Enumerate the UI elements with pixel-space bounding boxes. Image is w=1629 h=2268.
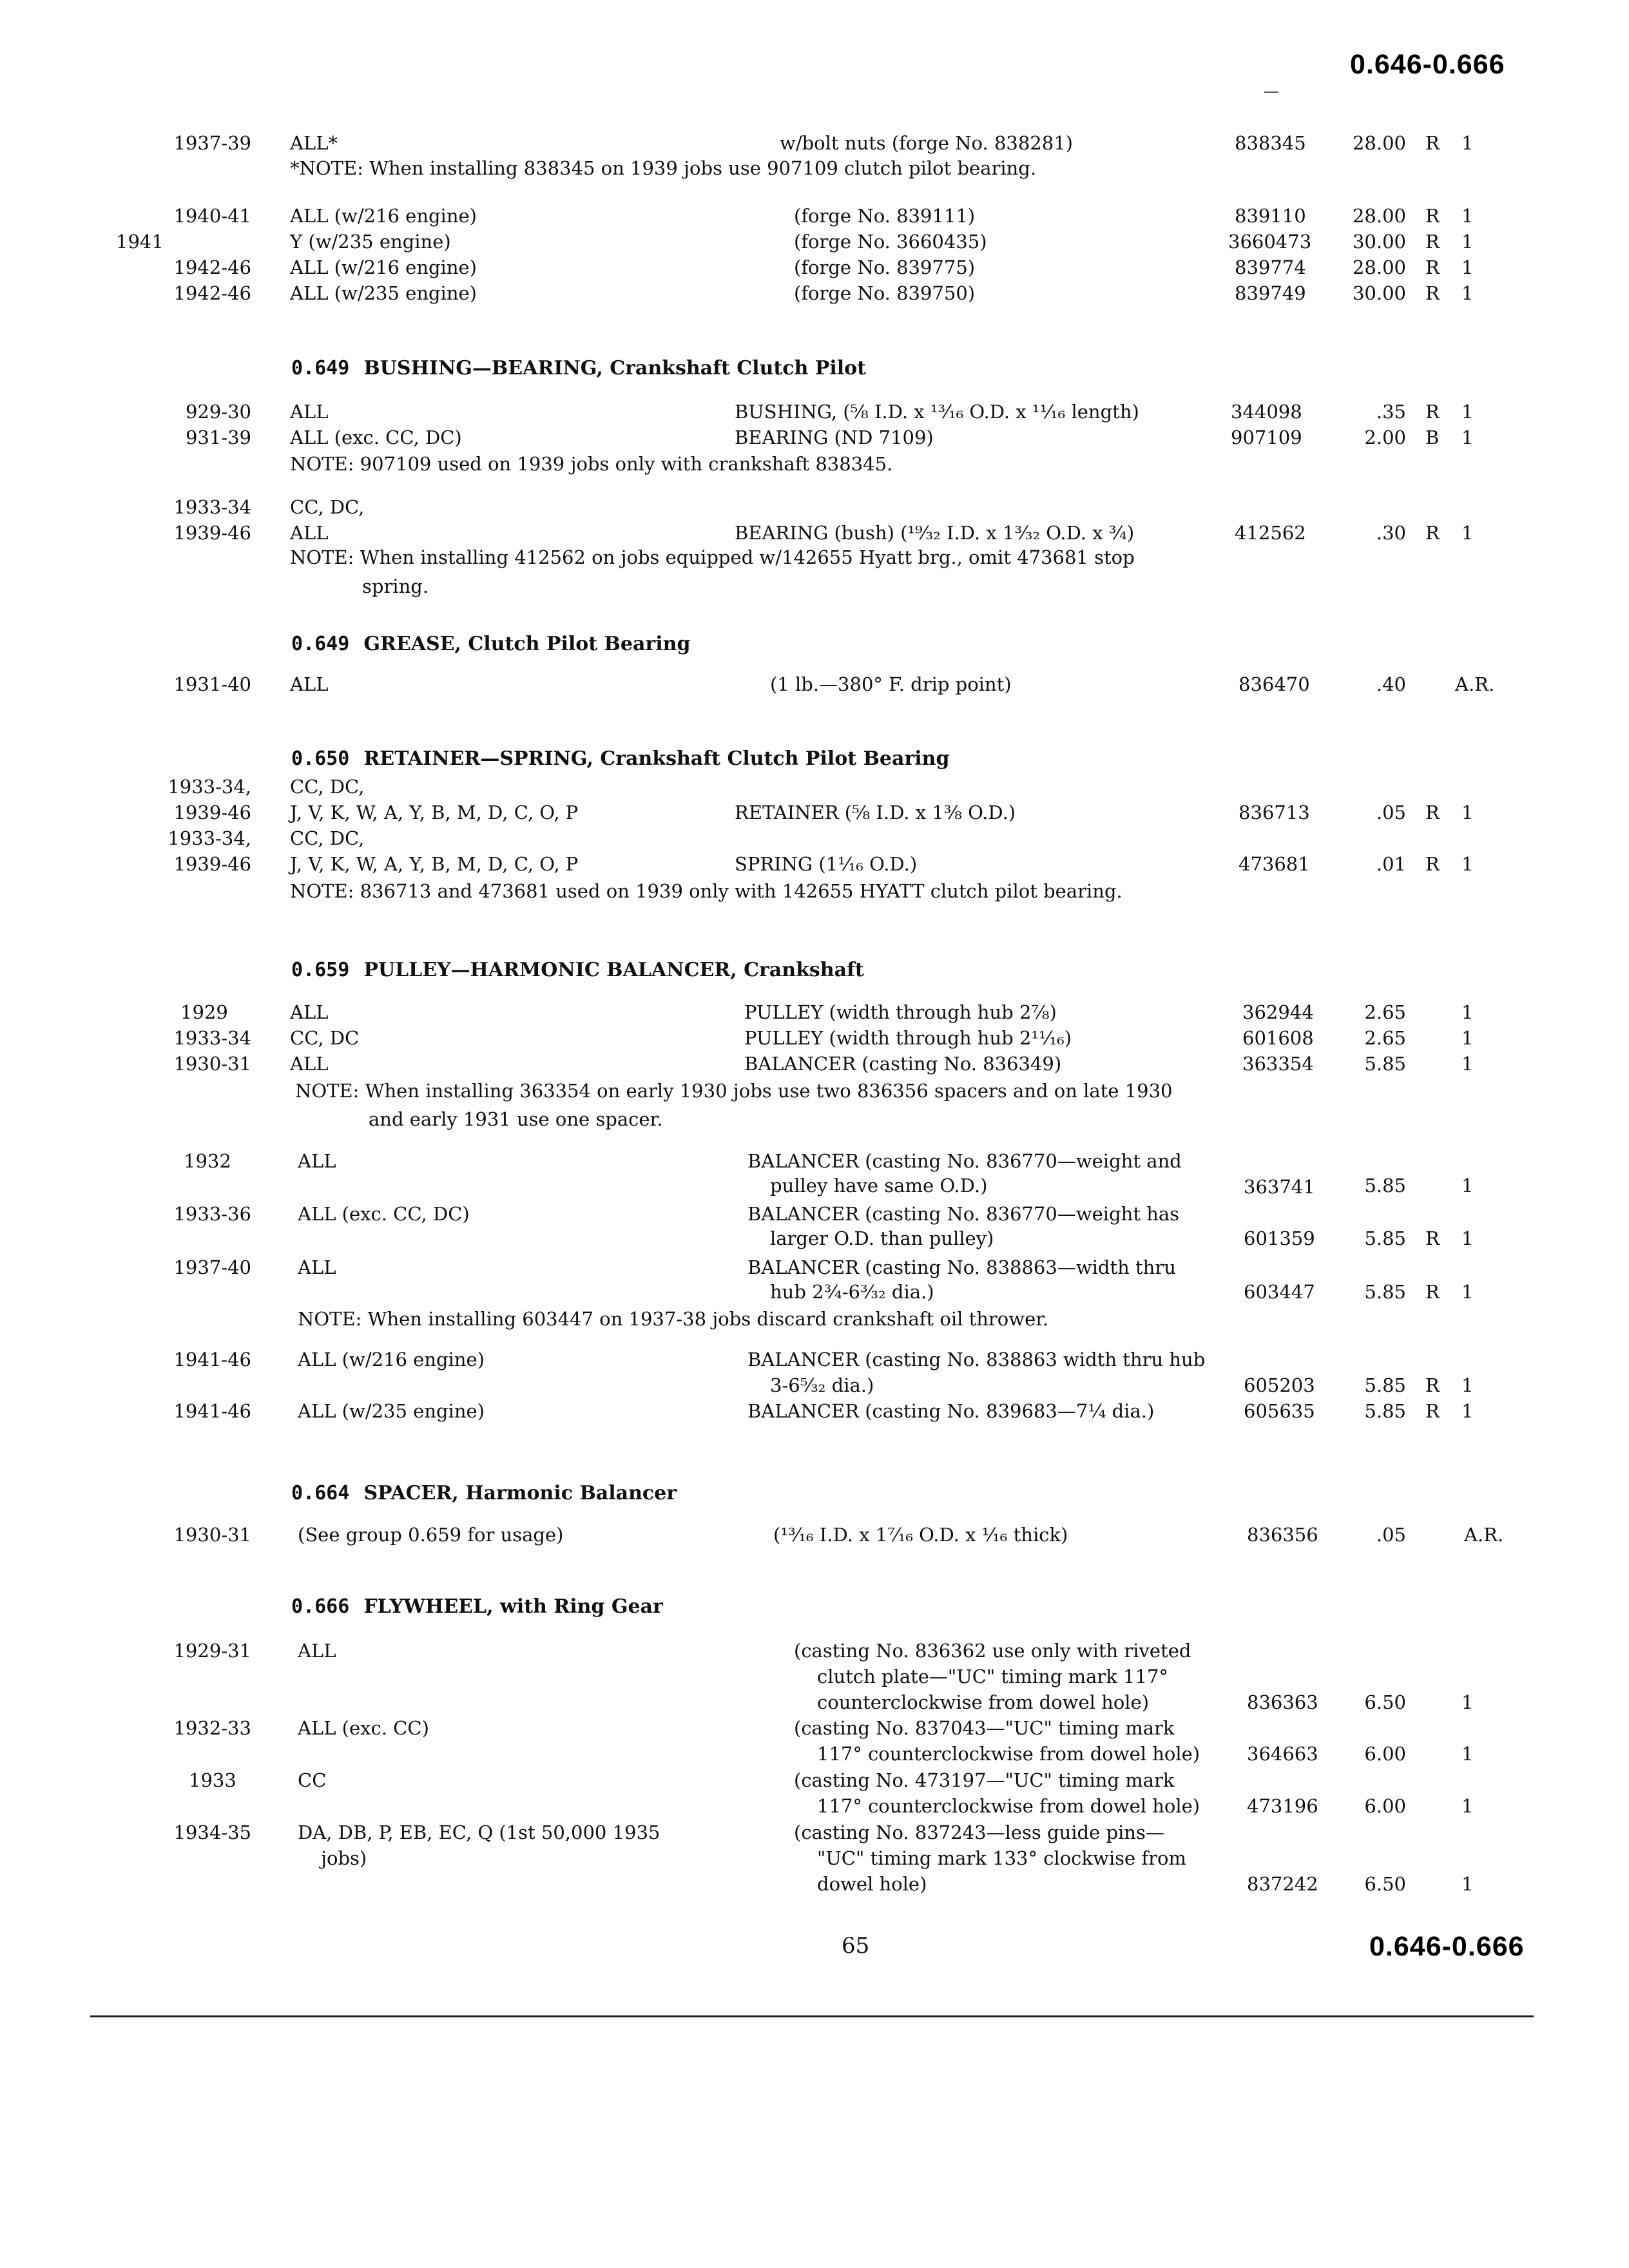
section-number: 0.650 — [291, 747, 350, 770]
part-number: 839110 — [1235, 205, 1306, 227]
section-heading — [291, 633, 690, 655]
description: hub 2¾-6³⁄₃₂ dia.) — [770, 1281, 934, 1303]
part-number: 601359 — [1244, 1227, 1315, 1249]
divider — [90, 2015, 1534, 2017]
part-number: 363354 — [1242, 1053, 1314, 1075]
description: (1 lb.—380° F. drip point) — [770, 673, 1012, 695]
year: 1937-40 — [173, 1256, 251, 1278]
description: BEARING (bush) (¹⁹⁄₃₂ I.D. x 1³⁄₃₂ O.D. x ¾) — [735, 522, 1135, 544]
part-number: 364663 — [1247, 1743, 1318, 1765]
price: 28.00 — [1352, 132, 1406, 154]
quantity: 1 — [1461, 1795, 1474, 1817]
section-title: PULLEY—HARMONIC BALANCER, Crankshaft — [363, 959, 864, 981]
code: R — [1425, 256, 1440, 278]
price: .40 — [1376, 673, 1406, 695]
model: ALL (w/216 engine) — [298, 1349, 485, 1370]
description: BALANCER (casting No. 839683—7¼ dia.) — [747, 1400, 1155, 1422]
model: ALL — [298, 1150, 336, 1172]
year: 1937-39 — [173, 132, 251, 154]
model: CC, DC — [290, 1027, 360, 1049]
price: 30.00 — [1352, 282, 1406, 304]
model: ALL (exc. CC, DC) — [290, 427, 462, 448]
description: "UC" timing mark 133° clockwise from — [817, 1847, 1186, 1869]
description: PULLEY (width through hub 2⅞) — [744, 1001, 1057, 1023]
quantity: 1 — [1461, 522, 1474, 544]
description: (forge No. 839775) — [794, 256, 976, 278]
year: 1932 — [184, 1150, 231, 1172]
section-title: FLYWHEEL, with Ring Gear — [363, 1595, 663, 1618]
note: NOTE: When installing 363354 on early 1930 jobs use two 836356 spacers and on late 1930 — [295, 1080, 1173, 1102]
description: BALANCER (casting No. 836770—weight has — [747, 1203, 1180, 1225]
description: (casting No. 837243—less guide pins— — [794, 1821, 1164, 1843]
model: Y (w/235 engine) — [290, 231, 451, 253]
part-number: 836356 — [1247, 1524, 1318, 1546]
code: R — [1425, 282, 1440, 304]
description: BEARING (ND 7109) — [735, 427, 934, 448]
description: clutch plate—"UC" timing mark 117° — [817, 1666, 1168, 1687]
description: (casting No. 473197—"UC" timing mark — [794, 1769, 1175, 1791]
note: and early 1931 use one spacer. — [369, 1108, 663, 1130]
code: A.R. — [1464, 1524, 1504, 1546]
quantity: 1 — [1461, 1743, 1474, 1765]
part-number: 839774 — [1235, 256, 1306, 278]
code: B — [1425, 427, 1440, 448]
part-number: 837242 — [1247, 1873, 1318, 1895]
model: CC, DC, — [290, 776, 365, 798]
year: 1941-46 — [173, 1349, 251, 1370]
description: (forge No. 3660435) — [794, 231, 987, 253]
price: 2.65 — [1364, 1001, 1406, 1023]
part-number: 605203 — [1244, 1374, 1315, 1396]
quantity: 1 — [1461, 1691, 1474, 1713]
description: (¹³⁄₁₆ I.D. x 1⁷⁄₁₆ O.D. x ¹⁄₁₆ thick) — [773, 1524, 1068, 1546]
model: jobs) — [321, 1847, 367, 1869]
model: ALL (exc. CC, DC) — [298, 1203, 470, 1225]
description: (forge No. 839750) — [794, 282, 976, 304]
quantity: 1 — [1461, 1873, 1474, 1895]
quantity: 1 — [1461, 256, 1474, 278]
description: BALANCER (casting No. 838863 width thru hub — [747, 1349, 1206, 1370]
part-number: 907109 — [1231, 427, 1302, 448]
divider — [1264, 91, 1278, 93]
section-number: 0.666 — [291, 1595, 350, 1618]
part-number: 836363 — [1247, 1691, 1318, 1713]
price: .05 — [1376, 1524, 1406, 1546]
quantity: 1 — [1461, 132, 1474, 154]
section-heading — [291, 959, 864, 981]
code: R — [1425, 1281, 1440, 1303]
quantity: 1 — [1461, 1001, 1474, 1023]
model: (See group 0.659 for usage) — [298, 1524, 564, 1546]
description: dowel hole) — [817, 1873, 927, 1895]
model: DA, DB, P, EB, EC, Q (1st 50,000 1935 — [298, 1821, 660, 1843]
price: .01 — [1376, 853, 1406, 875]
description: BUSHING, (⅝ I.D. x ¹³⁄₁₆ O.D. x ¹¹⁄₁₆ length) — [735, 401, 1139, 423]
quantity: 1 — [1461, 1374, 1474, 1396]
year: 1941-46 — [173, 1400, 251, 1422]
price: 28.00 — [1352, 256, 1406, 278]
price: 6.50 — [1364, 1873, 1406, 1895]
part-number: 362944 — [1242, 1001, 1314, 1023]
year: 1940-41 — [173, 205, 251, 227]
year: 1933 — [189, 1769, 236, 1791]
year: 1929-31 — [173, 1640, 251, 1662]
price: 5.85 — [1364, 1227, 1406, 1249]
page-number: 65 — [842, 1933, 870, 1959]
section-number: 0.664 — [291, 1482, 350, 1504]
year: 1930-31 — [173, 1053, 251, 1075]
model: ALL (w/216 engine) — [290, 205, 477, 227]
section-heading — [291, 747, 949, 770]
quantity: 1 — [1461, 282, 1474, 304]
description: BALANCER (casting No. 838863—width thru — [747, 1256, 1176, 1278]
quantity: 1 — [1461, 1281, 1474, 1303]
model: ALL — [290, 522, 329, 544]
section-heading — [291, 1595, 663, 1618]
page-code-bottom: 0.646-0.666 — [1369, 1931, 1525, 1962]
note: NOTE: When installing 412562 on jobs equipped w/142655 Hyatt brg., omit 473681 stop — [290, 546, 1135, 568]
note: NOTE: When installing 603447 on 1937-38 jobs discard crankshaft oil thrower. — [298, 1308, 1049, 1330]
model: J, V, K, W, A, Y, B, M, D, C, O, P — [290, 802, 579, 823]
price: 28.00 — [1352, 205, 1406, 227]
part-number: 412562 — [1235, 522, 1306, 544]
section-number: 0.649 — [291, 633, 350, 655]
year: 1929 — [180, 1001, 228, 1023]
price: 6.00 — [1364, 1743, 1406, 1765]
year: 929-30 — [185, 401, 251, 423]
description: (casting No. 836362 use only with riveted — [794, 1640, 1191, 1662]
price: 6.00 — [1364, 1795, 1406, 1817]
code: R — [1425, 401, 1440, 423]
description: PULLEY (width through hub 2¹¹⁄₁₆) — [744, 1027, 1072, 1049]
quantity: 1 — [1461, 853, 1474, 875]
code: R — [1425, 802, 1440, 823]
description: 3-6⁵⁄₃₂ dia.) — [770, 1374, 874, 1396]
price: .30 — [1376, 522, 1406, 544]
year: 1933-34, — [168, 776, 251, 798]
price: .35 — [1376, 401, 1406, 423]
description: BALANCER (casting No. 836349) — [744, 1053, 1062, 1075]
model: ALL (w/216 engine) — [290, 256, 477, 278]
page-code-top: 0.646-0.666 — [1350, 49, 1505, 80]
description: counterclockwise from dowel hole) — [817, 1691, 1150, 1713]
code: R — [1425, 231, 1440, 253]
year: 1939-46 — [173, 522, 251, 544]
year: 1933-36 — [173, 1203, 251, 1225]
model: J, V, K, W, A, Y, B, M, D, C, O, P — [290, 853, 579, 875]
code: R — [1425, 522, 1440, 544]
model: ALL — [290, 401, 329, 423]
note: spring. — [362, 575, 429, 597]
year: 1933-34, — [168, 827, 251, 849]
price: 5.85 — [1364, 1281, 1406, 1303]
price: 2.65 — [1364, 1027, 1406, 1049]
year: 1932-33 — [173, 1717, 251, 1739]
price: 30.00 — [1352, 231, 1406, 253]
model: CC — [298, 1769, 327, 1791]
year: 1939-46 — [173, 853, 251, 875]
year: 1934-35 — [173, 1821, 251, 1843]
description: pulley have same O.D.) — [770, 1175, 988, 1196]
quantity: 1 — [1461, 1053, 1474, 1075]
year: 1933-34 — [173, 496, 251, 518]
quantity: 1 — [1461, 802, 1474, 823]
part-number: 603447 — [1244, 1281, 1315, 1303]
model: CC, DC, — [290, 496, 365, 518]
quantity: 1 — [1461, 1227, 1474, 1249]
part-number: 605635 — [1244, 1400, 1315, 1422]
quantity: 1 — [1461, 1400, 1474, 1422]
section-heading — [291, 1482, 677, 1504]
part-number: 601608 — [1242, 1027, 1314, 1049]
model: ALL — [290, 1001, 329, 1023]
section-title: BUSHING—BEARING, Crankshaft Clutch Pilot — [363, 357, 866, 380]
year: 931-39 — [185, 427, 251, 448]
part-number: 473196 — [1247, 1795, 1318, 1817]
code: R — [1425, 132, 1440, 154]
model: ALL — [298, 1640, 336, 1662]
section-number: 0.659 — [291, 959, 350, 981]
year: 1931-40 — [173, 673, 251, 695]
year: 1939-46 — [173, 802, 251, 823]
part-number: 363741 — [1244, 1176, 1315, 1198]
price: 6.50 — [1364, 1691, 1406, 1713]
part-number: 839749 — [1235, 282, 1306, 304]
description: larger O.D. than pulley) — [770, 1227, 994, 1249]
price: 5.85 — [1364, 1175, 1406, 1196]
year: 1942-46 — [173, 256, 251, 278]
quantity: 1 — [1461, 401, 1474, 423]
year: 1933-34 — [173, 1027, 251, 1049]
model: ALL — [290, 673, 329, 695]
description: (casting No. 837043—"UC" timing mark — [794, 1717, 1175, 1739]
description: 117° counterclockwise from dowel hole) — [817, 1795, 1200, 1817]
code: R — [1425, 853, 1440, 875]
description: BALANCER (casting No. 836770—weight and — [747, 1150, 1182, 1172]
quantity: 1 — [1461, 231, 1474, 253]
part-number: 836713 — [1239, 802, 1310, 823]
quantity: 1 — [1461, 205, 1474, 227]
model: ALL (w/235 engine) — [298, 1400, 485, 1422]
price: .05 — [1376, 802, 1406, 823]
part-number: 836470 — [1239, 673, 1310, 695]
section-title: SPACER, Harmonic Balancer — [363, 1482, 677, 1504]
description: 117° counterclockwise from dowel hole) — [817, 1743, 1200, 1765]
description: SPRING (1¹⁄₁₆ O.D.) — [735, 853, 918, 875]
price: 5.85 — [1364, 1400, 1406, 1422]
model: ALL* — [290, 132, 338, 154]
price: 2.00 — [1364, 427, 1406, 448]
section-heading — [291, 357, 866, 380]
quantity: 1 — [1461, 427, 1474, 448]
model: ALL — [298, 1256, 336, 1278]
code: A.R. — [1455, 673, 1495, 695]
quantity: 1 — [1461, 1027, 1474, 1049]
note: NOTE: 836713 and 473681 used on 1939 only with 142655 HYATT clutch pilot bearing. — [290, 880, 1123, 902]
model: CC, DC, — [290, 827, 365, 849]
year: 1930-31 — [173, 1524, 251, 1546]
year: 1941 — [116, 231, 164, 253]
code: R — [1425, 1400, 1440, 1422]
price: 5.85 — [1364, 1374, 1406, 1396]
note: *NOTE: When installing 838345 on 1939 jobs use 907109 clutch pilot bearing. — [290, 157, 1037, 179]
description: RETAINER (⅝ I.D. x 1⅜ O.D.) — [735, 802, 1016, 823]
model: ALL (exc. CC) — [298, 1717, 429, 1739]
description: (forge No. 839111) — [794, 205, 976, 227]
description: w/bolt nuts (forge No. 838281) — [780, 132, 1073, 154]
part-number: 3660473 — [1228, 231, 1312, 253]
section-title: RETAINER—SPRING, Crankshaft Clutch Pilot Bearing — [363, 747, 950, 770]
year: 1942-46 — [173, 282, 251, 304]
model: ALL (w/235 engine) — [290, 282, 477, 304]
section-title: GREASE, Clutch Pilot Bearing — [363, 633, 691, 655]
section-number: 0.649 — [291, 357, 350, 380]
part-number: 344098 — [1231, 401, 1302, 423]
model: ALL — [290, 1053, 329, 1075]
price: 5.85 — [1364, 1053, 1406, 1075]
quantity: 1 — [1461, 1175, 1474, 1196]
part-number: 838345 — [1235, 132, 1306, 154]
part-number: 473681 — [1239, 853, 1310, 875]
code: R — [1425, 1227, 1440, 1249]
note: NOTE: 907109 used on 1939 jobs only with crankshaft 838345. — [290, 453, 893, 475]
code: R — [1425, 205, 1440, 227]
code: R — [1425, 1374, 1440, 1396]
